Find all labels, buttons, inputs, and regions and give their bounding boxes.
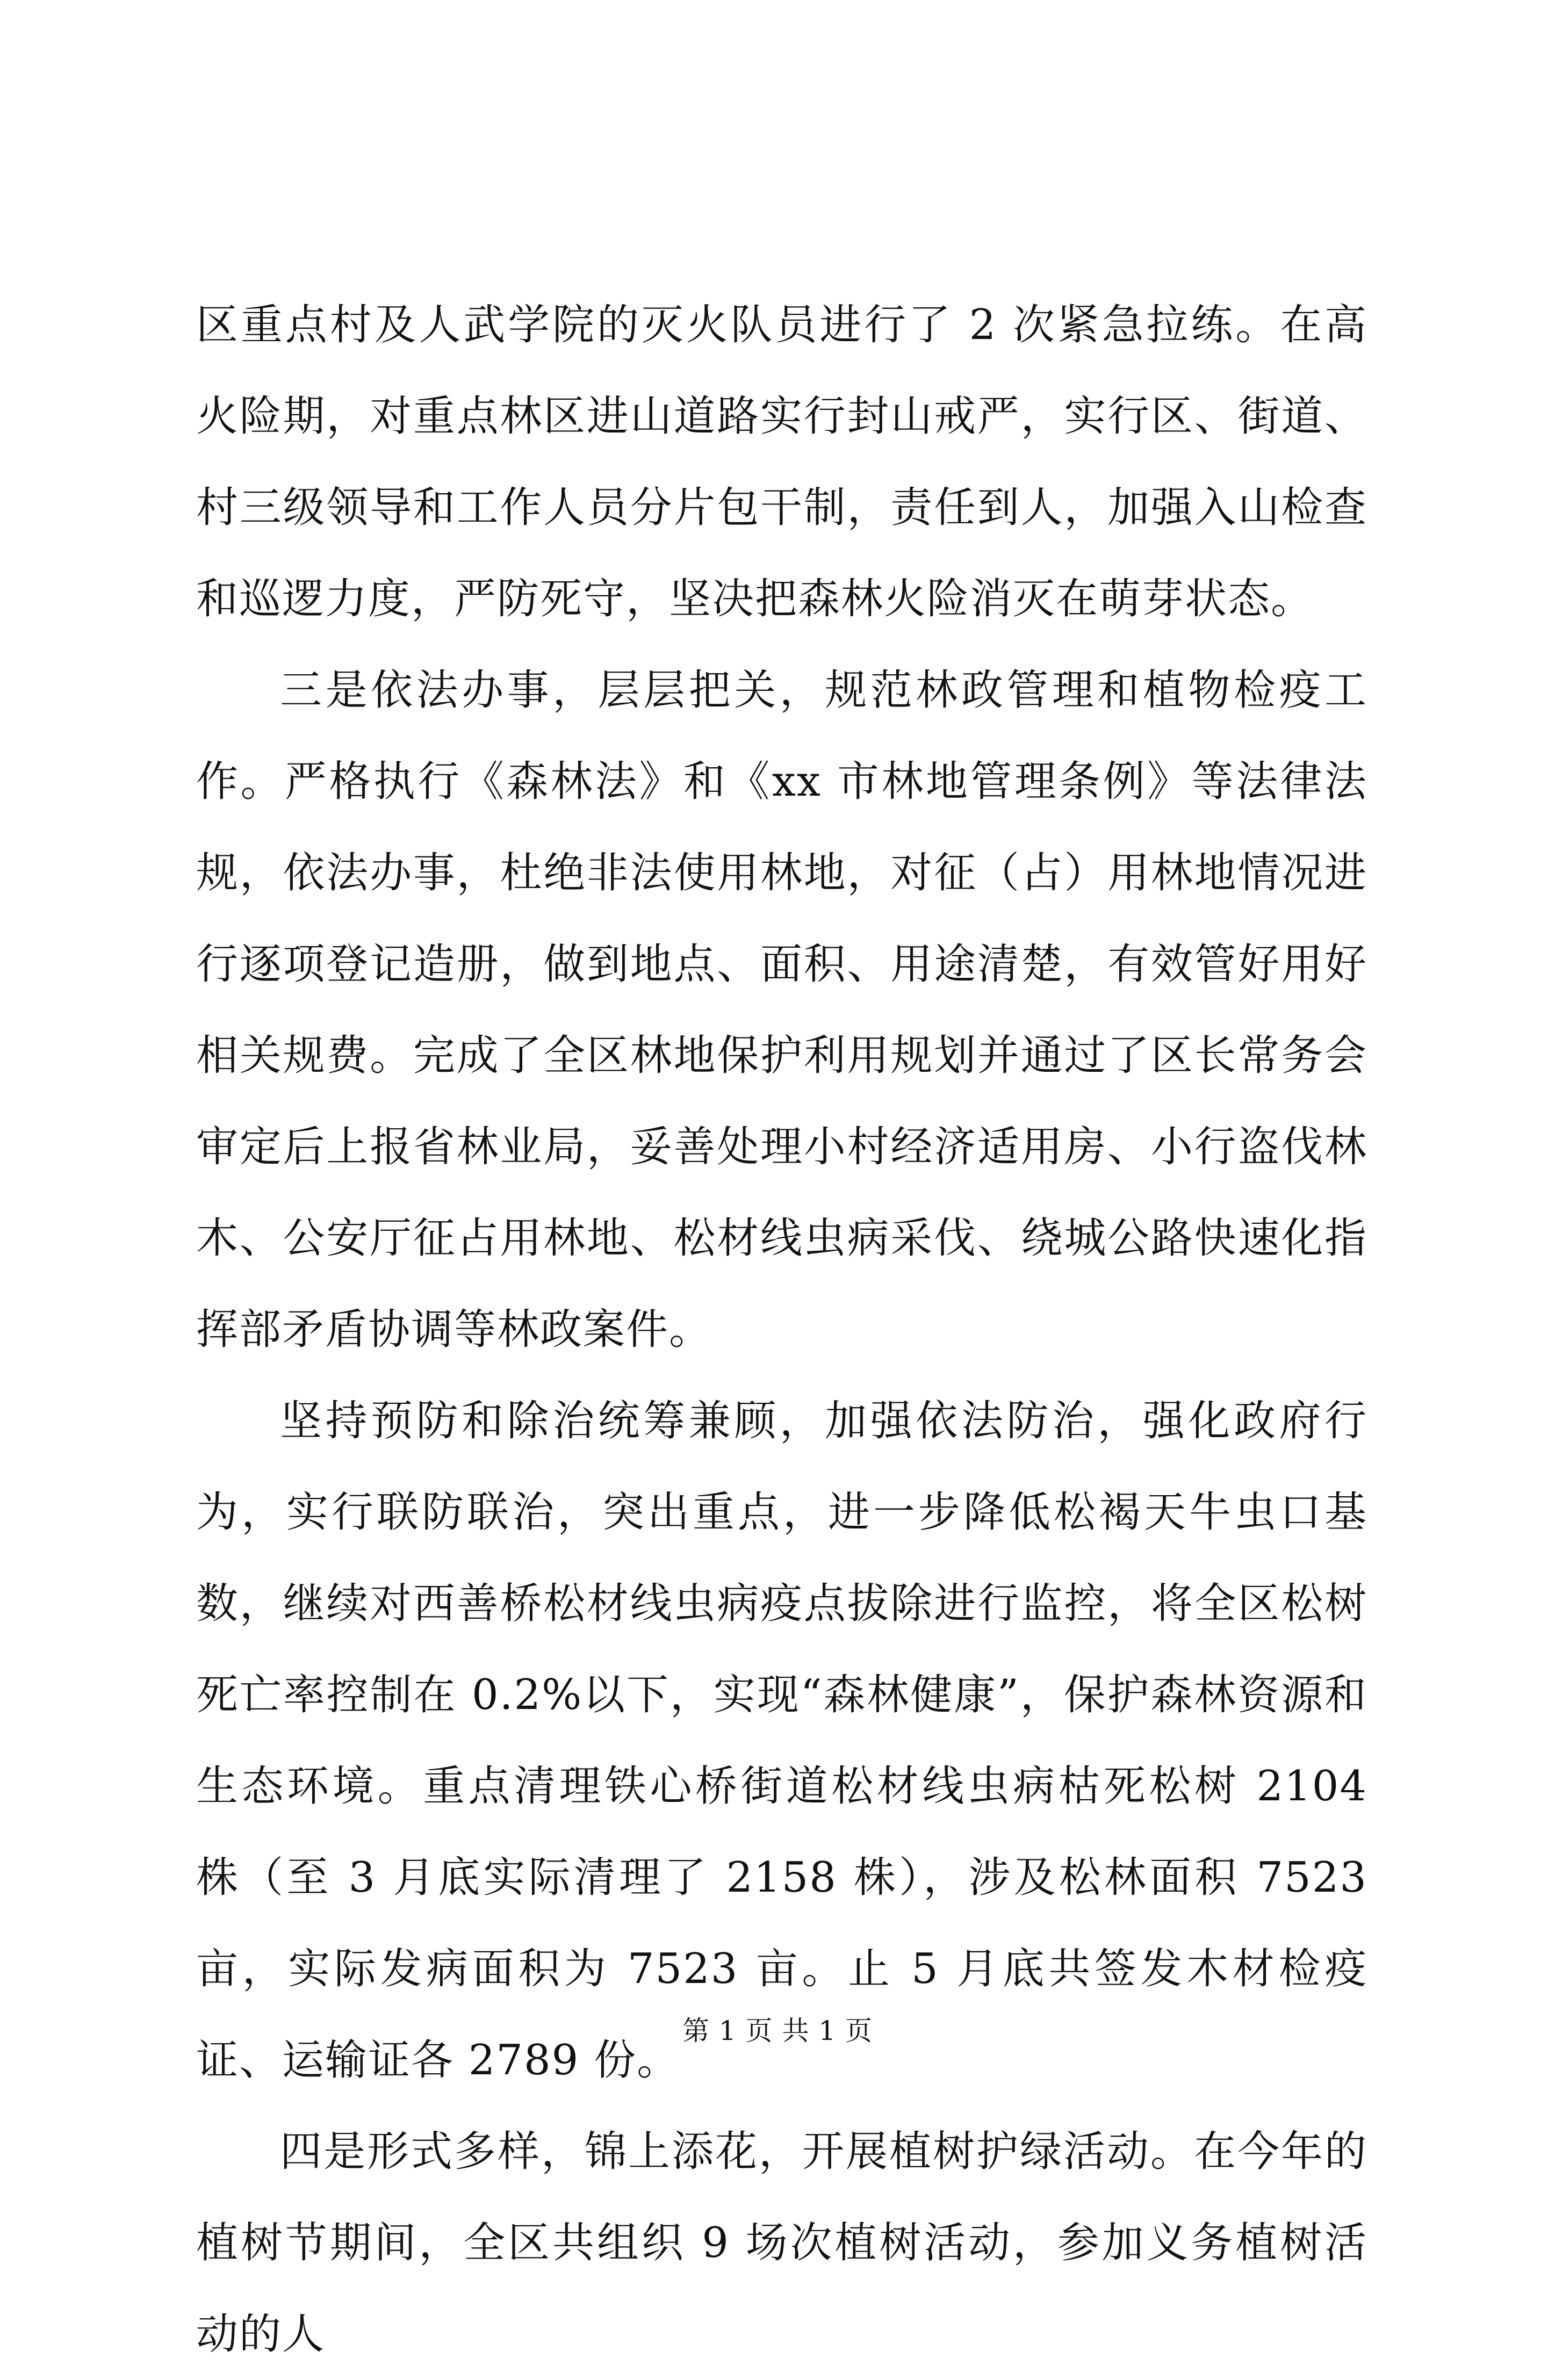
- page-footer: [0, 2012, 1555, 2050]
- paragraph-continuation: 区重点村及人武学院的灭火队员进行了 2 次紧急拉练。在高火险期，对重点林区进山道路实行封山戒严，实行区、街道、村三级领导和工作人员分片包干制，责任到人，加强入山检查和巡逻力度，严防死守，坚决把森林火险消灭在萌芽状态。: [196, 301, 1367, 623]
- page-number-label: 第 1 页 共 1 页: [682, 2015, 873, 2046]
- paragraph-forestry-administration: 三是依法办事，层层把关，规范林政管理和植物检疫工作。严格执行《森林法》和《xx 市林地管理条例》等法律法规，依法办事，杜绝非法使用林地，对征（占）用林地情况进行逐项登记造册，做到地点、面积、用途清楚，有效管好用好相关规费。完成了全区林地保护利用规划并通过了区长常务会审定后上报省林业局，妥善处理小村经济适用房、小行盗伐林木、公安厅征占用林地、松材线虫病采伐、绕城公路快速化指挥部矛盾协调等林政案件。: [196, 666, 1367, 1354]
- paragraph-pest-control: 坚持预防和除治统筹兼顾，加强依法防治，强化政府行为，实行联防联治，突出重点，进一步降低松褐天牛虫口基数，继续对西善桥松材线虫病疫点拔除进行监控，将全区松树死亡率控制在 0.2%以下，实现“森林健康”，保护森林资源和生态环境。重点清理铁心桥街道松材线虫病枯死松树 2104 株（至 3 月底实际清理了 2158 株），涉及松林面积 7523 亩，实际发病面积为 7523 亩。止 5 月底共签发木材检疫证、运输证各 2789 份。: [196, 1397, 1367, 2085]
- paragraph-tree-planting: 四是形式多样，锦上添花，开展植树护绿活动。在今年的植树节期间，全区共组织 9 场次植树活动，参加义务植树活动的人: [196, 2127, 1367, 2359]
- document-body: [196, 279, 1367, 2380]
